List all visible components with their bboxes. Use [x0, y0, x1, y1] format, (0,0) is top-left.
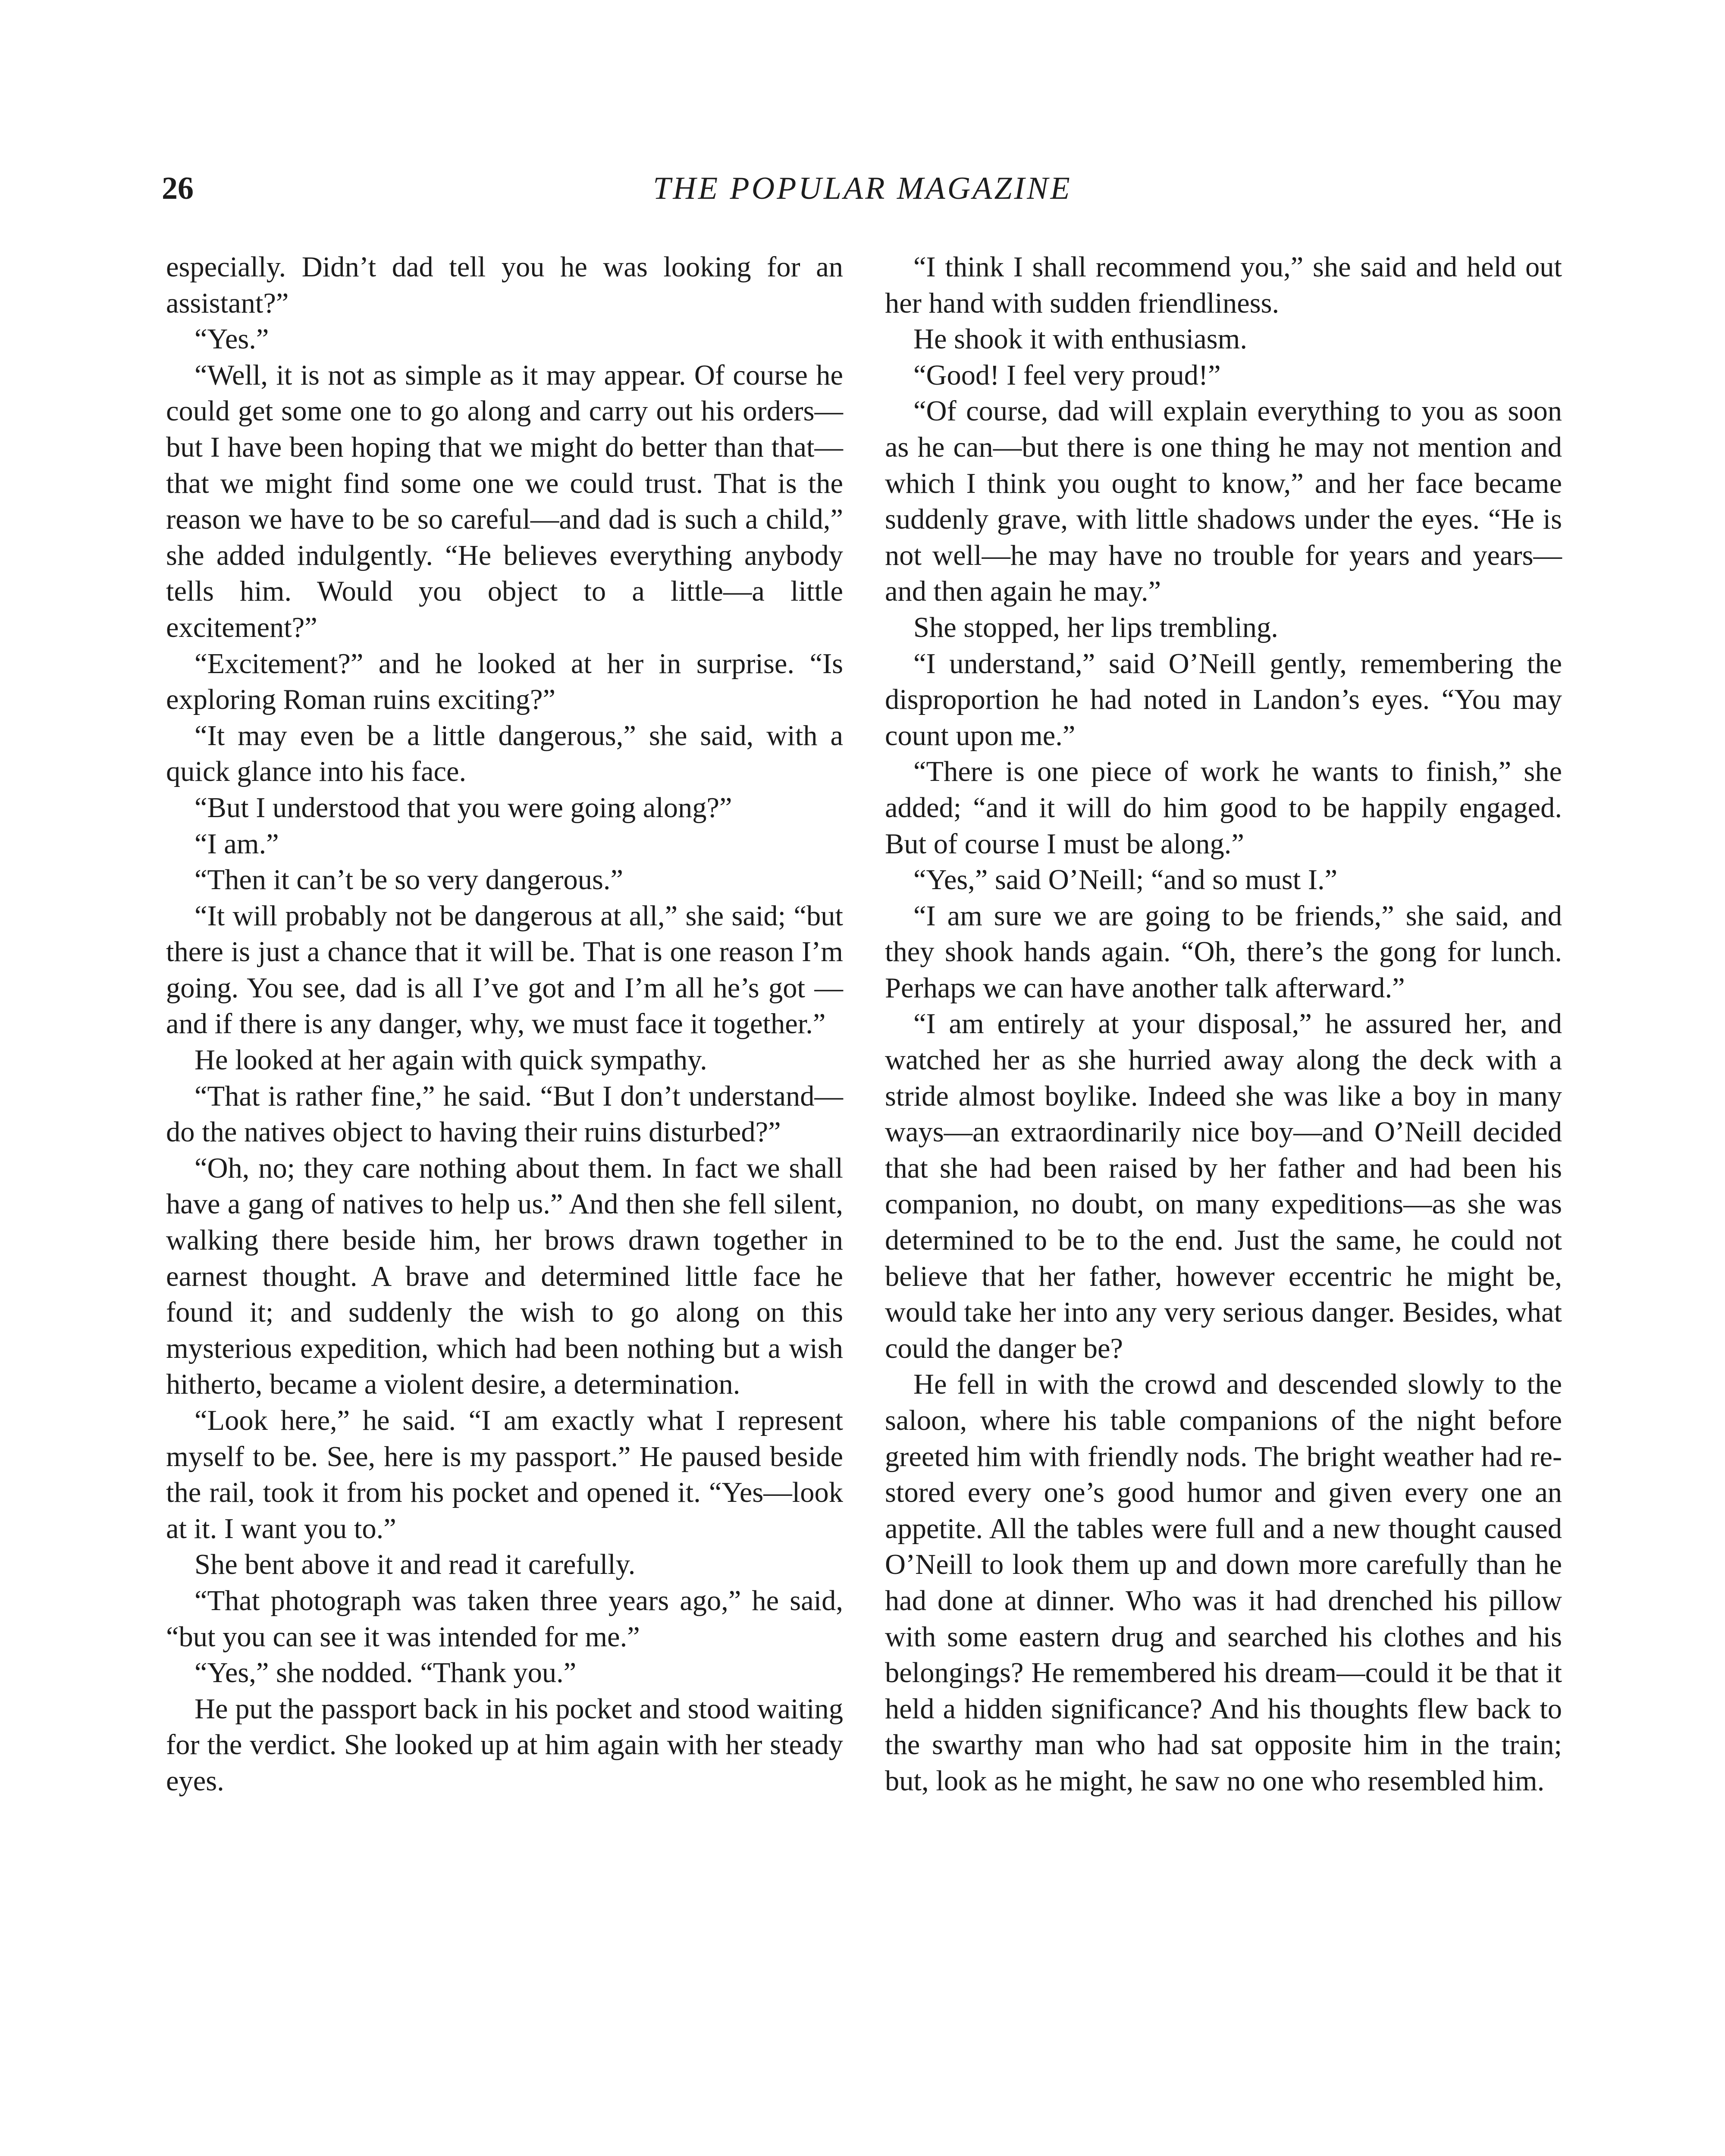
- paragraph: “I am.”: [194, 828, 279, 860]
- paragraph: “Good! I feel very proud!”: [913, 359, 1221, 391]
- paragraph: He shook it with enthusiasm.: [913, 323, 1247, 355]
- paragraph: “I think I shall recommend you,” she said and held out her hand with sudden friendliness.: [885, 251, 1562, 319]
- paragraph: He put the passport back in his pocket and stood waiting for the verdict. She looked up at him again with her steady eyes.: [166, 1693, 843, 1797]
- paragraph: “Yes,” said O’Neill; “and so must I.”: [913, 864, 1338, 896]
- paragraph: “Then it can’t be so very dangerous.”: [194, 864, 624, 896]
- paragraph: “That photograph was taken three years ago,” he said, “but you can see it was intended for me.”: [166, 1585, 843, 1653]
- paragraph: “Yes.”: [194, 323, 269, 355]
- page-number: 26: [162, 171, 194, 206]
- paragraph: “I am sure we are going to be friends,” she said, and they shook hands again. “Oh, there’s the gong for lunch. Perhaps we can have another talk afterward.”: [885, 900, 1562, 1004]
- paragraph: “Well, it is not as simple as it may appear. Of course he could get some one to go along and carry out his orders—but I have been hoping that we might do better than that—that we might find some one we could trust. That is the reason we have to be so careful—and dad is such a child,” she added indulgently. “He believes everything anybody tells him. Would you object to a little—a little excitement?”: [166, 359, 843, 643]
- paragraph: “It will probably not be dangerous at all,” she said; “but there is just a chance that it will be. That is one reason I’m going. You see, dad is all I’ve got and I’m all he’s got —and if there is any danger, why, we must face it together.”: [166, 900, 843, 1040]
- paragraph: “Excitement?” and he looked at her in surprise. “Is exploring Roman ruins exciting?”: [166, 648, 843, 716]
- paragraph: “But I understood that you were going along?”: [194, 792, 732, 824]
- right-column: [885, 249, 1562, 1799]
- paragraph: He fell in with the crowd and descended slowly to the saloon, where his table companions of the night before greeted him with friendly nods. The bright weather had restored every one’s good humor and given every one an appetite. All the tables were full and a new thought caused O’Neill to look them up and down more carefully than he had done at dinner. Who was it had drenched his pillow with some eastern drug and searched his clothes and his belongings? He remembered his dream—could it be that it held a hidden significance? And his thoughts flew back to the swarthy man who had sat opposite him in the train; but, look as he might, he saw no one who resembled him.: [885, 1369, 1562, 1797]
- paragraph: “Yes,” she nodded. “Thank you.”: [194, 1657, 577, 1689]
- paragraph: especially. Didn’t dad tell you he was looking for an assistant?”: [166, 251, 843, 319]
- left-column: [166, 249, 843, 1799]
- paragraph: “I understand,” said O’Neill gently, remembering the disproportion he had noted in Landon’s eyes. “You may count upon me.”: [885, 648, 1562, 752]
- paragraph: She stopped, her lips trembling.: [913, 611, 1278, 643]
- magazine-title: THE POPULAR MAGAZINE: [653, 171, 1072, 206]
- paragraph: “I am entirely at your disposal,” he assured her, and watched her as she hurried away along the deck with a stride almost boylike. Indeed she was like a boy in many ways—an extraordinarily nice boy—and O’Neill decided that she had been raised by her father and had been his companion, no doubt, on many expeditions—as she was determined to be to the end. Just the same, he could not believe that her father, however eccentric he might be, would take her into any very serious danger. Besides, what could the danger be?: [885, 1008, 1562, 1364]
- paragraph: She bent above it and read it carefully.: [194, 1549, 636, 1581]
- paragraph: “Oh, no; they care nothing about them. In fact we shall have a gang of natives to help us.” And then she fell silent, walking there beside him, her brows drawn together in earnest thought. A brave and determined little face he found it; and suddenly the wish to go along on this mysterious expedition, which had been nothing but a wish hitherto, became a violent desire, a determination.: [166, 1152, 843, 1401]
- paragraph: “That is rather fine,” he said. “But I don’t understand—do the natives object to having their ruins disturbed?”: [166, 1080, 843, 1148]
- paragraph: “Of course, dad will explain everything to you as soon as he can—but there is one thing he may not mention and which I think you ought to know,” and her face became suddenly grave, with little shadows under the eyes. “He is not well—he may have no trouble for years and years—and then again he may.”: [885, 395, 1562, 608]
- paragraph: “Look here,” he said. “I am exactly what I represent myself to be. See, here is my passport.” He paused beside the rail, took it from his pocket and opened it. “Yes—look at it. I want you to.”: [166, 1405, 843, 1545]
- paragraph: “There is one piece of work he wants to finish,” she added; “and it will do him good to be happily engaged. But of course I must be along.”: [885, 756, 1562, 860]
- paragraph: “It may even be a little dangerous,” she said, with a quick glance into his face.: [166, 720, 843, 788]
- paragraph: He looked at her again with quick sympathy.: [194, 1044, 707, 1076]
